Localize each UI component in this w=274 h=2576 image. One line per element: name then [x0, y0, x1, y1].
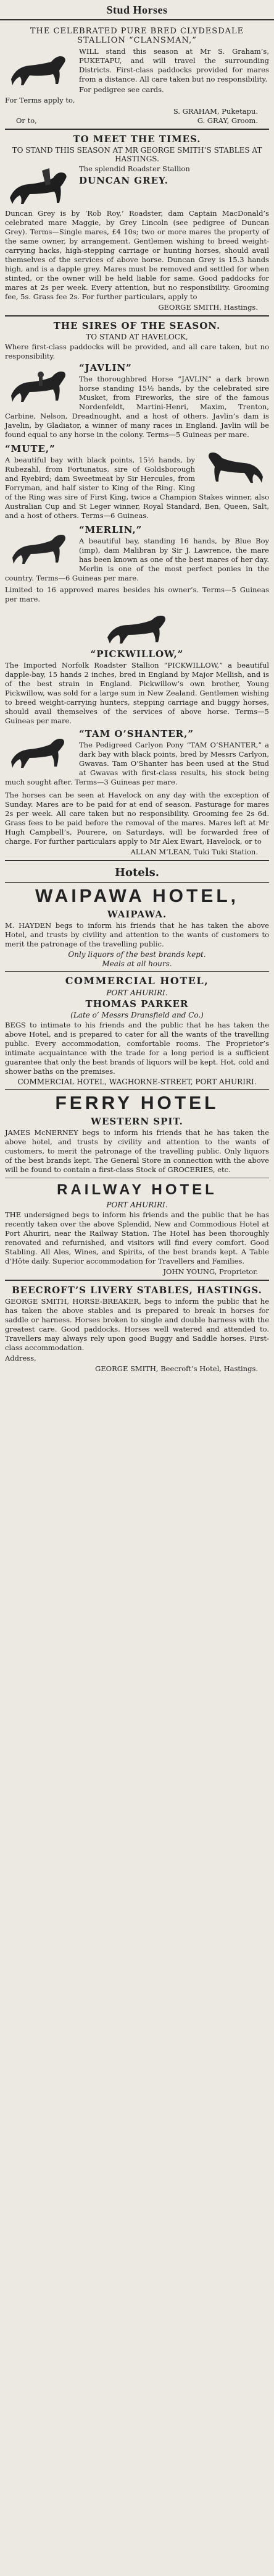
- ad-groom-row: [5, 116, 269, 125]
- horse-illustration-icon: [102, 606, 172, 647]
- ad-signature: GEORGE SMITH, Beecroft’s Hotel, Hastings.: [95, 1364, 258, 1373]
- ad-notes: The horses can be seen at Havelock on any day with the exception of Sunday. Mares are to be paid for at end of season. Pasturage for mares 2s per week. All care taken but no responsibility. Grooming fee 2s 6d. Grass fees to be paid before the removal of the mares. Mares left at Mr Hugh Campbell’s, Pourere, on Saturdays, will be forwarded free of charge. For further particulars apply to Mr Alex Ewart, Havelock, or to: [5, 791, 269, 846]
- advertisements-column: [5, 25, 269, 1375]
- ad-terms: For Terms apply to,: [5, 96, 75, 104]
- divider: [5, 129, 269, 130]
- sire-name: “PICKWILLOW,”: [90, 648, 184, 660]
- ad-signature: GEORGE SMITH, Hastings.: [158, 303, 258, 312]
- ad-heading: THE CELEBRATED PURE BRED CLYDESDALE STALLION “CLANSMAN,”: [30, 27, 244, 45]
- sire-body: A beautiful bay, standing 16 hands, by Blue Boy (imp), dam Malibran by Sir J. Lawrence, the mare has been known as one of the best mares of her day. Merlin is one of the most perfect ponies in the country. Terms—6 Guineas per mare.: [5, 537, 269, 582]
- hotel-place: WESTERN SPIT.: [91, 1116, 183, 1127]
- hotel-title: WAIPAWA HOTEL,: [35, 886, 239, 906]
- ad-heading: THE SIRES OF THE SEASON.: [53, 320, 221, 331]
- hotel-place: WAIPAWA.: [107, 909, 167, 920]
- hotel-body: M. HAYDEN begs to inform his friends that he has taken the above Hotel, and trusts by civility and attention to the wants of customers to merit the patronage of the travelling public.: [5, 921, 269, 948]
- hotel-title: COMMERCIAL HOTEL,: [65, 975, 209, 987]
- hotel-body: BEGS to intimate to his friends and the public that he has taken the above Hotel, and is prepared to cater for all the wants of the travelling public. Every accommodation, comfortable rooms. The Proprietor’s intimate acquaintance with the trade for a long period is a sufficient guarantee that only the best brands of liquors will be kept. Hot, cold and shower baths on the premises.: [5, 1021, 269, 1076]
- sire-name: “JAVLIN”: [79, 362, 132, 373]
- hotel-place: PORT AHURIRI.: [106, 1201, 168, 1209]
- sire-body: The thoroughbred Horse “JAVLIN” a dark brown horse standing 15½ hands, by the celebrated sire Musket, from Fireworks, the sire of the famous Nordenfeldt, Martini-Henri, Maxim, Trenton, Carbine, Nelson, Dreadnought, and a host of others. Javlin’s dam is Javelin, by Gladiator, a winner of many races in England. Javlin will be found equal to any horse in the colony. Terms—5 Guineas per mare.: [5, 375, 269, 439]
- horse-illustration-icon: [5, 729, 74, 770]
- ad-signature: ALLAN M’LEAN, Tuki Tuki Station.: [130, 848, 258, 856]
- horse-illustration-icon: [5, 48, 74, 89]
- ad-intro: Where first-class paddocks will be provided, and all care taken, but no responsibility.: [5, 342, 269, 360]
- hotel-note: Only liquors of the best brands kept.: [68, 950, 206, 959]
- sire-tam: [5, 728, 269, 788]
- ad-body: WILL stand this season at Mr S. Graham’s, PUKETAPU, and will travel the surrounding Districts. First-class paddocks provided for mares from a distance. All care taken but no responsibility.: [79, 47, 269, 83]
- sire-body: A beautiful bay with black points, 15½ hands, by Rubezahl, from Fortunatus, sire of Goldsborough and Ryebird; dam Sweetmeat by Sir Hercules, from Forryman, and half sister to King of the Ring. King of the Ring was sire of First King, twice a Champion Stakes winner, also Australian Cup and St Leger winner, Royal Standard, Ben, Queen, Salt, and a host of others. Terms—6 Guineas.: [5, 456, 269, 520]
- hotel-close: COMMERCIAL HOTEL, WAGHORNE-STREET, PORT AHURIRI.: [17, 1078, 257, 1086]
- ad-clansman: [5, 27, 269, 125]
- ad-heading: TO MEET THE TIMES.: [73, 134, 201, 145]
- divider: [5, 860, 269, 861]
- ad-sires: [5, 320, 269, 856]
- hotel-title: RAILWAY HOTEL: [57, 1181, 217, 1198]
- divider: [5, 971, 269, 972]
- sire-limited: Limited to 16 approved mares besides his owner’s. Terms—5 Guineas per mare.: [5, 585, 269, 603]
- section-header: Stud Horses: [0, 0, 274, 20]
- horse-illustration-icon: [5, 525, 74, 566]
- ad-body: GEORGE SMITH, HORSE-BREAKER, begs to inform the public that he has taken the above stables and is prepared to break in horses for saddle or harness. Horses broken to single and double harness with the greatest care. Good paddocks. Horses well watered and attended to. Travellers may always rely upon good Buggy and Saddle horses. First-class accommodation.: [5, 1297, 269, 1352]
- sire-name: “MERLIN,”: [79, 524, 143, 535]
- sire-merlin: [5, 524, 269, 604]
- hotel-title: FERRY HOTEL: [55, 1093, 219, 1113]
- hotel-meals: Meals at all hours.: [102, 959, 172, 968]
- ad-subheading: TO STAND AT HAVELOCK,: [86, 333, 188, 341]
- hotel-late: (Late o’ Messrs Dransfield and Co.): [70, 1011, 204, 1019]
- ad-owner: S. GRAHAM, Puketapu.: [173, 107, 258, 116]
- ad-heading: BEECROFT’S LIVERY STABLES, HASTINGS.: [12, 1285, 262, 1296]
- ad-subheading: TO STAND THIS SEASON AT MR GEORGE SMITH’S STABLES AT HASTINGS.: [12, 146, 262, 163]
- horse-illustration-icon: [5, 363, 74, 404]
- hotel-body: JAMES McNERNEY begs to inform his friends that he has taken the above hotel, and trusts by civility and attention to the wants of customers, to merit the patronage of the travelling public. Only liquors of the best brands kept. The General Store in connection with the above will be found to contain a first-class Stock of GROCERIES, etc.: [5, 1128, 269, 1174]
- divider: [5, 1089, 269, 1090]
- sire-javlin: [5, 362, 269, 441]
- horse-illustration-icon: [5, 166, 74, 206]
- hotel-body: THE undersigned begs to inform his friends and the public that he has recently taken over the above Splendid, New and Commodious Hotel at Port Ahuriri, near the Railway Station. The Hotel has been thoroughly renovated and refurnished, and visitors will find every comfort. Good Stabling. All Ales, Wines, and Spirits, of the best brands kept. A Table d’Hôte daily. Superior accommodation for Travellers and Families.: [5, 1210, 269, 1265]
- sire-mute: [5, 443, 269, 522]
- sire-name: “TAM O’SHANTER,”: [79, 728, 194, 739]
- ad-or: Or to,: [16, 116, 37, 125]
- ad-body: Duncan Grey is by ‘Rob Roy,’ Roadster, dam Captain MacDonald’s celebrated mare Maggie, by Grey Lincoln (see pedigree of Duncan Grey). Terms—Single mares, £4 10s; two or more mares the property of the same owner, by arrangement. Gentlemen wishing to breed weight-carrying hacks, high-stepping carriage or hunting horses, should avail themselves of the services of above horse. Duncan Grey is 15.3 hands high, and is a dapple grey. Mares must be removed and settled for when stinted, or the owner will be held liable for same. Good paddocks for mares at 2s per week. Every attention, but no responsibility. Grooming fee, 5s. Grass fee 2s. For further particulars, apply to: [5, 209, 269, 301]
- divider: [5, 315, 269, 317]
- sire-pickwillow: [5, 606, 269, 726]
- hotels-heading: Hotels.: [114, 866, 160, 879]
- divider: [5, 1280, 269, 1281]
- ad-groom: G. GRAY, Groom.: [197, 116, 258, 125]
- horse-illustration-icon: [200, 444, 269, 485]
- ad-commercial-hotel: [5, 975, 269, 1086]
- ad-horse-name: DUNCAN GREY.: [79, 175, 169, 186]
- sire-body: The Imported Norfolk Roadster Stallion “PICKWILLOW,” a beautiful dapple-bay, 15 hands 2 inches, bred in England by Major Mellish, and is of the best strain in England. Pickwillow’s own brother, Young Pickwillow, was sold for a large sum in New Zealand. Gentlemen wishing to breed weight-carrying hunters, stepping carriage and buggy horses, should avail themselves of the services of above horse. Terms—5 Guineas per mare.: [5, 661, 269, 725]
- ad-pedigree: For pedigree see cards.: [79, 85, 164, 94]
- ad-railway-hotel: [5, 1181, 269, 1276]
- hotel-proprietor: THOMAS PARKER: [85, 998, 189, 1010]
- ad-address: Address,: [5, 1354, 36, 1362]
- ad-ferry-hotel: [5, 1093, 269, 1175]
- hotel-signature: JOHN YOUNG, Proprietor.: [163, 1267, 258, 1276]
- divider: [5, 882, 269, 883]
- hotel-place: PORT AHURIRI.: [106, 988, 168, 997]
- ad-beecroft-stables: [5, 1285, 269, 1373]
- ad-intro: The splendid Roadster Stallion: [79, 164, 190, 173]
- sire-name: “MUTE,”: [5, 443, 56, 454]
- ad-waipawa-hotel: [5, 886, 269, 968]
- ad-duncan-grey: [5, 134, 269, 312]
- sire-body: The Pedigreed Carlyon Pony “TAM O’SHANTER,” a dark bay with black points, bred by Messrs Carlyon, Gwavas. Tam O’Shanter has been used at the Stud at Gwavas with first-class results, his stock being much sought after. Terms—3 Guineas per mare.: [5, 741, 269, 786]
